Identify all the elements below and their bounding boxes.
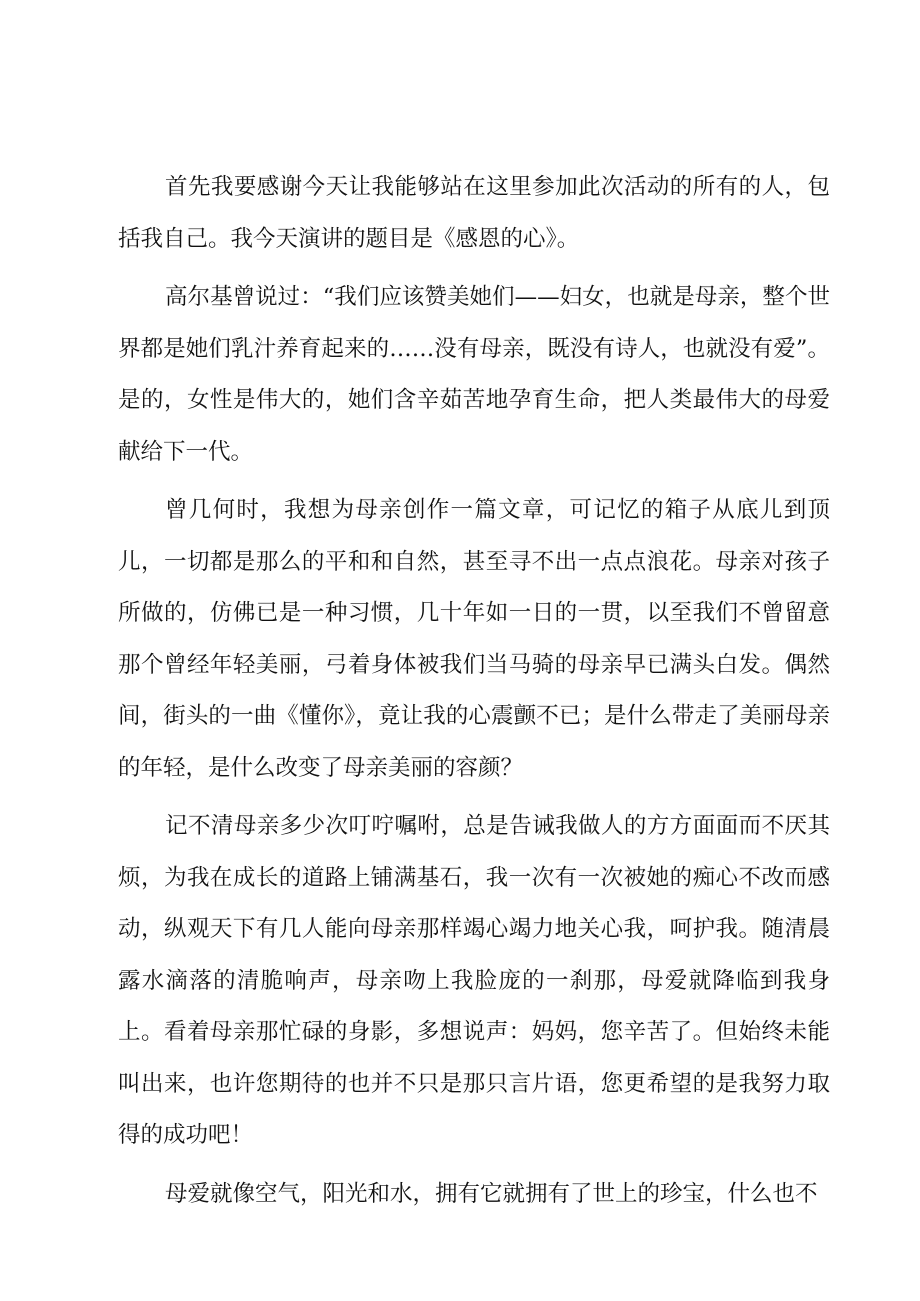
paragraph-mother-care: 记不清母亲多少次叮咛嘱咐，总是告诫我做人的方方面面而不厌其烦，为我在成长的道路上铺满基石，我一次有一次被她的痴心不改而感动，纵观天下有几人能向母亲那样竭心竭力地关心我，呵护我。随清晨露水滴落的清脆响声，母亲吻上我脸庞的一刹那，母爱就降临到我身上。看着母亲那忙碌的身影，多想说声：妈妈，您辛苦了。但始终未能叫出来，也许您期待的也并不只是那只言片语，您更希望的是我努力取得的成功吧！ xyxy=(118,813,830,1148)
paragraph-gorky-quote: 高尔基曾说过：“我们应该赞美她们——妇女，也就是母亲，整个世界都是她们乳汁养育起来的……没有母亲，既没有诗人，也就没有爱”。是的，女性是伟大的，她们含辛茹苦地孕育生命，把人类最伟大的母爱献给下一代。 xyxy=(118,284,830,465)
paragraph-memory: 曾几何时，我想为母亲创作一篇文章，可记忆的箱子从底儿到顶儿，一切都是那么的平和和自然，甚至寻不出一点点浪花。母亲对孩子所做的，仿佛已是一种习惯，几十年如一日的一贯，以至我们不曾留意那个曾经年轻美丽，弓着身体被我们当马骑的母亲早已满头白发。偶然间，街头的一曲《懂你》，竟让我的心震颤不已；是什么带走了美丽母亲的年轻，是什么改变了母亲美丽的容颜？ xyxy=(118,497,830,781)
paragraph-mother-love: 母爱就像空气，阳光和水，拥有它就拥有了世上的珍宝，什么也不 xyxy=(165,1180,818,1207)
paragraph-intro: 首先我要感谢今天让我能够站在这里参加此次活动的所有的人，包括我自己。我今天演讲的题目是《感恩的心》。 xyxy=(118,174,830,252)
document-body xyxy=(118,162,830,1220)
